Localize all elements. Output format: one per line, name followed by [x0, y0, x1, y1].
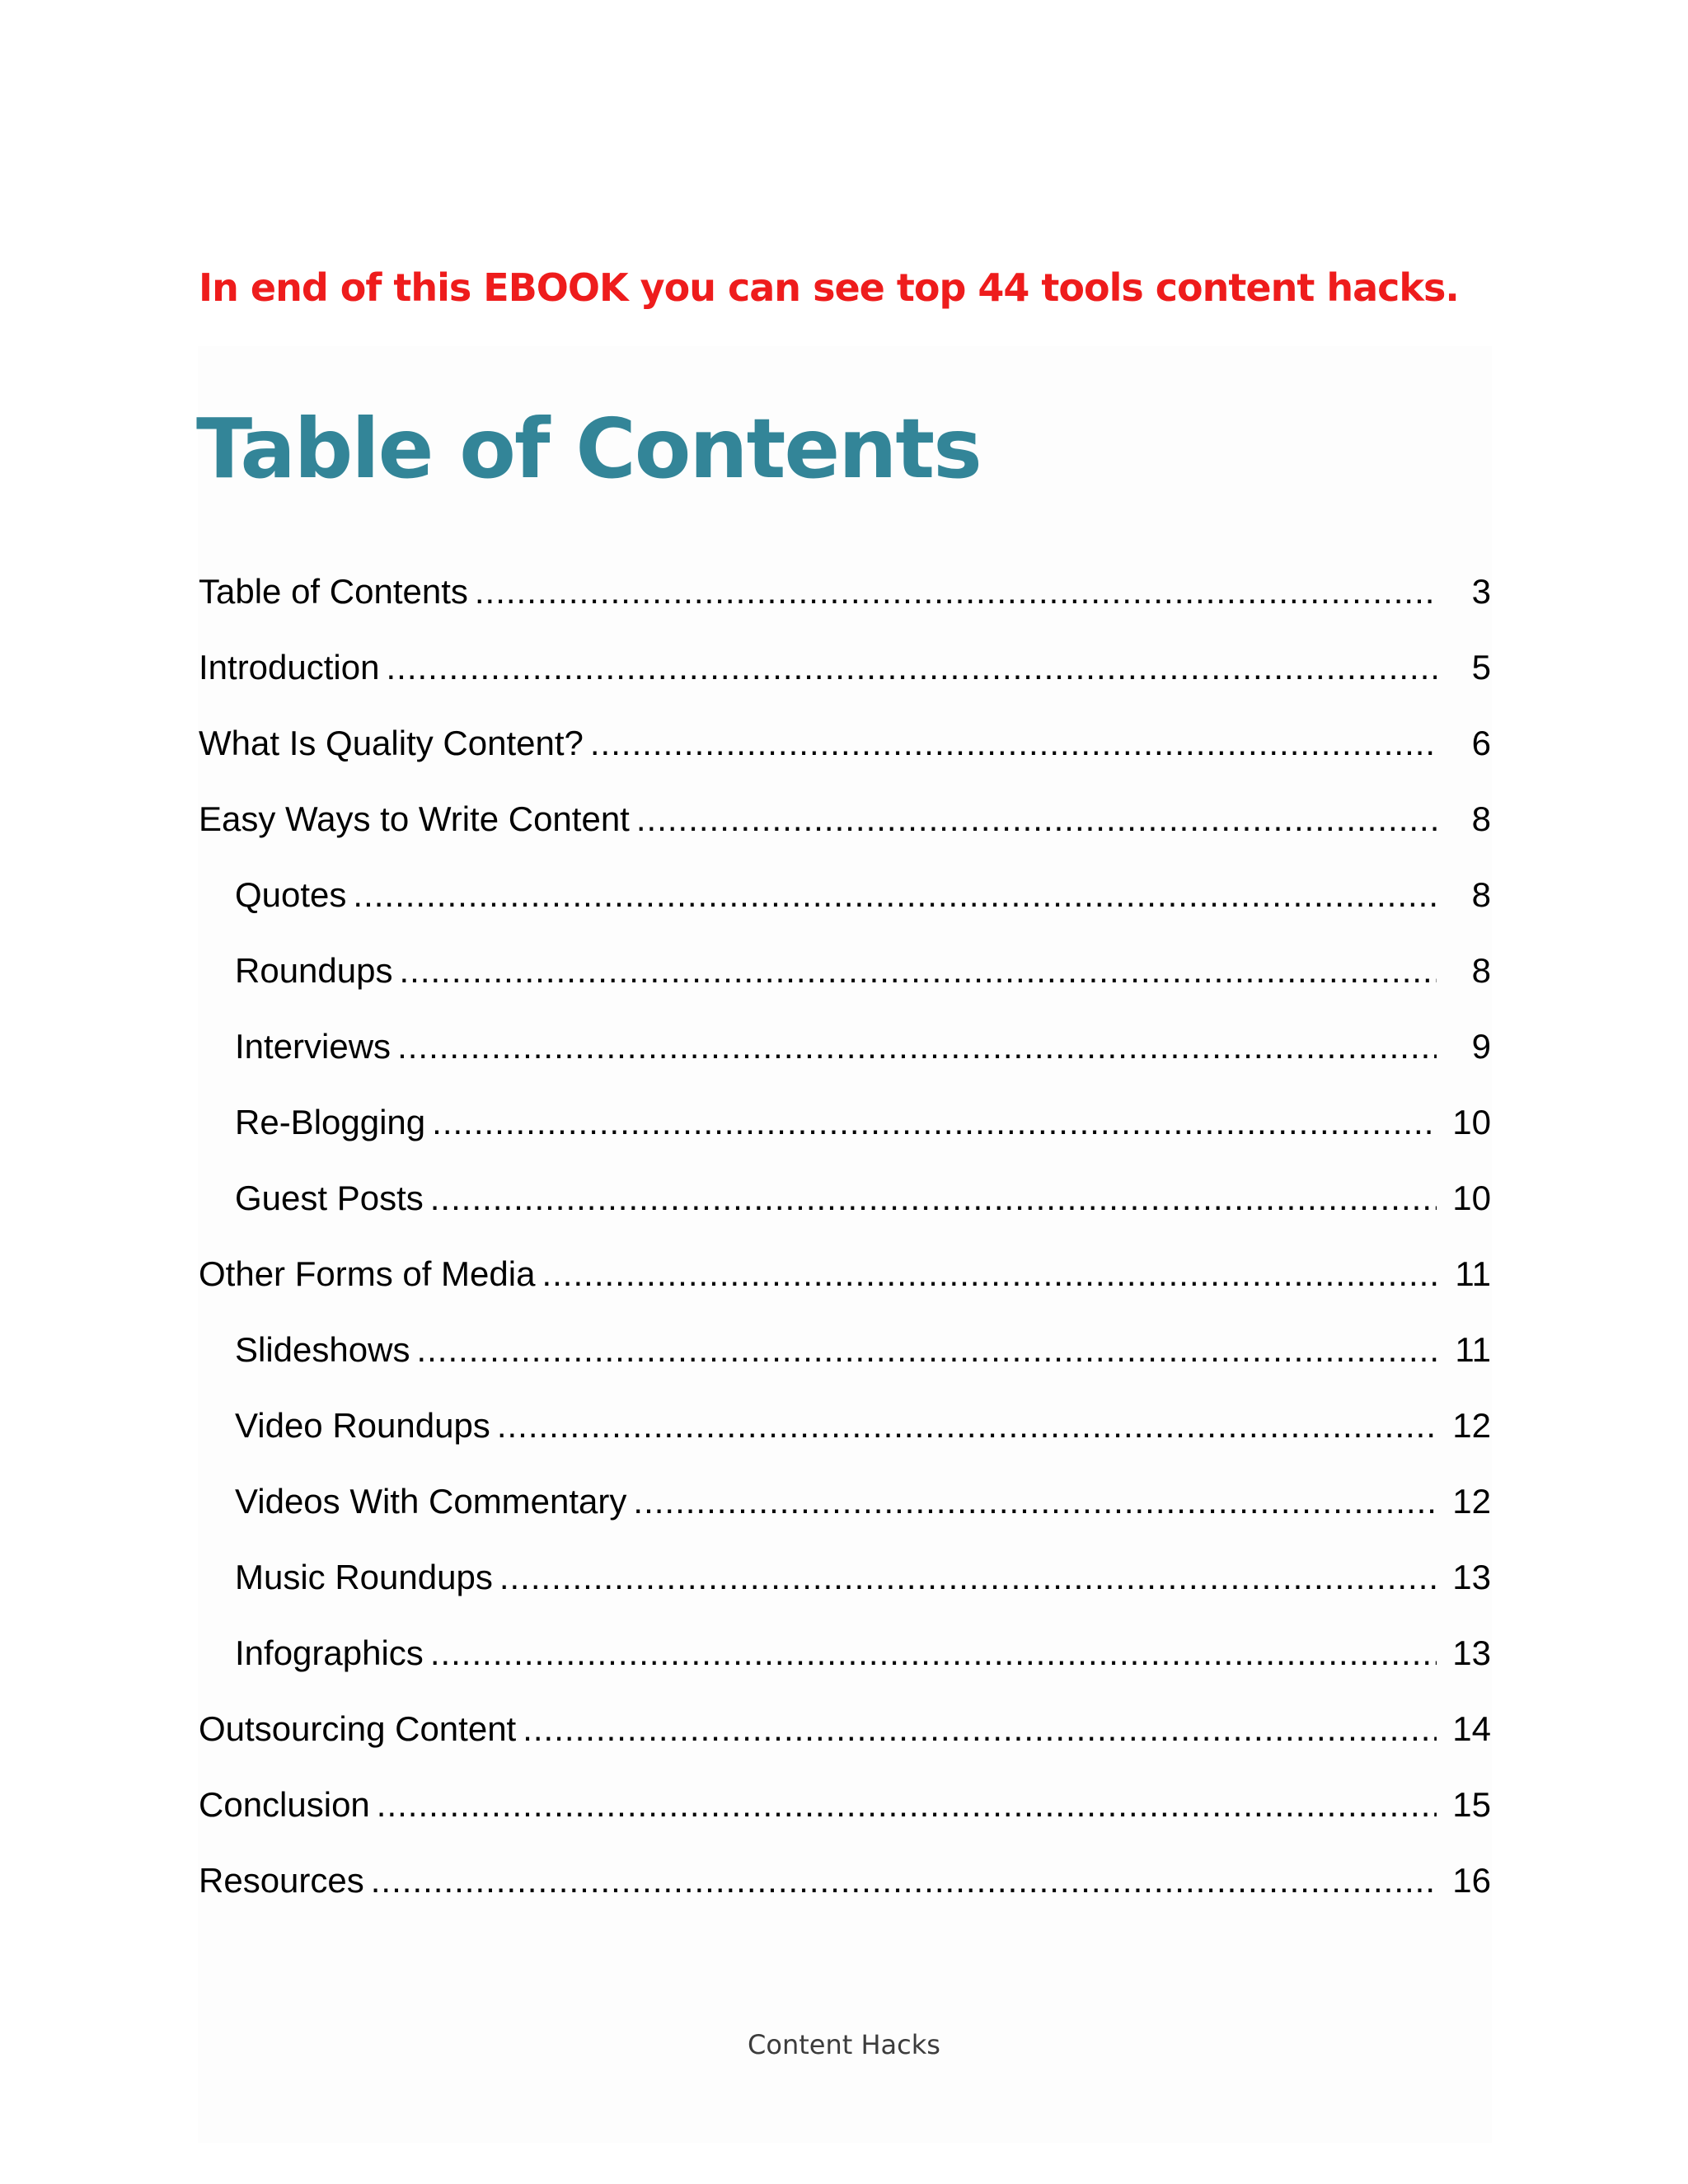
- toc-dot-leader: [636, 799, 1437, 839]
- toc-subentry[interactable]: [199, 1558, 1491, 1633]
- toc-dot-leader: [399, 951, 1437, 991]
- toc-entry-page: 9: [1471, 1027, 1491, 1066]
- toc-entry-page: 6: [1471, 724, 1491, 762]
- toc-entry-label: Resources: [199, 1861, 364, 1900]
- toc-subentry[interactable]: [199, 1633, 1491, 1709]
- toc-subentry[interactable]: [199, 875, 1491, 951]
- toc-dot-leader: [523, 1709, 1437, 1749]
- toc-dot-leader: [353, 875, 1437, 915]
- toc-entry-label: Conclusion: [199, 1785, 370, 1824]
- toc-dot-leader: [386, 648, 1437, 687]
- toc-dot-leader: [633, 1482, 1437, 1521]
- toc-entry[interactable]: [199, 799, 1491, 875]
- toc-entry-label: Slideshows: [235, 1330, 410, 1369]
- toc-entry-page: 5: [1471, 648, 1491, 687]
- toc-subentry[interactable]: [199, 1482, 1491, 1558]
- toc-entry-label: Table of Contents: [199, 572, 468, 611]
- toc-entry-page: 10: [1452, 1103, 1491, 1141]
- toc-entry-label: Easy Ways to Write Content: [199, 799, 630, 838]
- toc-entry-page: 8: [1471, 799, 1491, 838]
- toc-entry-label: Introduction: [199, 648, 380, 687]
- toc-entry-label: Re-Blogging: [235, 1103, 426, 1141]
- toc-entry-label: Roundups: [235, 951, 393, 990]
- toc-entry-page: 14: [1452, 1709, 1491, 1748]
- toc-list: [199, 572, 1491, 1937]
- toc-entry-label: Other Forms of Media: [199, 1254, 536, 1293]
- toc-subentry[interactable]: [199, 1406, 1491, 1482]
- toc-subentry[interactable]: [199, 1027, 1491, 1103]
- toc-dot-leader: [497, 1406, 1437, 1446]
- toc-dot-leader: [430, 1179, 1437, 1218]
- page-title: Table of Contents: [196, 401, 981, 497]
- toc-entry-page: 16: [1452, 1861, 1491, 1900]
- toc-entry-label: Video Roundups: [235, 1406, 490, 1445]
- toc-entry-label: What Is Quality Content?: [199, 724, 584, 762]
- toc-entry-page: 12: [1452, 1482, 1491, 1521]
- toc-entry[interactable]: [199, 1709, 1491, 1785]
- toc-dot-leader: [371, 1861, 1437, 1900]
- toc-dot-leader: [542, 1254, 1437, 1294]
- toc-subentry[interactable]: [199, 1330, 1491, 1406]
- toc-entry-page: 11: [1455, 1330, 1491, 1369]
- toc-dot-leader: [590, 724, 1437, 763]
- toc-entry-page: 13: [1452, 1633, 1491, 1672]
- toc-entry[interactable]: [199, 572, 1491, 648]
- toc-entry-page: 11: [1455, 1254, 1491, 1293]
- toc-entry-page: 13: [1452, 1558, 1491, 1596]
- page-footer: Content Hacks: [748, 2029, 940, 2060]
- toc-dot-leader: [499, 1558, 1437, 1597]
- toc-dot-leader: [377, 1785, 1437, 1825]
- toc-entry[interactable]: [199, 1785, 1491, 1861]
- toc-subentry[interactable]: [199, 1179, 1491, 1254]
- toc-entry-page: 12: [1452, 1406, 1491, 1445]
- toc-dot-leader: [416, 1330, 1437, 1370]
- toc-entry-page: 3: [1471, 572, 1491, 611]
- toc-entry-label: Music Roundups: [235, 1558, 493, 1596]
- toc-entry-page: 8: [1471, 951, 1491, 990]
- toc-subentry[interactable]: [199, 1103, 1491, 1179]
- toc-dot-leader: [432, 1103, 1437, 1142]
- toc-entry[interactable]: [199, 1254, 1491, 1330]
- toc-subentry[interactable]: [199, 951, 1491, 1027]
- toc-entry-label: Videos With Commentary: [235, 1482, 627, 1521]
- toc-entry[interactable]: [199, 724, 1491, 799]
- toc-entry-page: 8: [1471, 875, 1491, 914]
- toc-entry[interactable]: [199, 648, 1491, 724]
- toc-entry-label: Guest Posts: [235, 1179, 424, 1217]
- toc-entry-label: Interviews: [235, 1027, 392, 1066]
- toc-entry-page: 10: [1452, 1179, 1491, 1217]
- toc-dot-leader: [397, 1027, 1437, 1066]
- toc-entry-label: Outsourcing Content: [199, 1709, 517, 1748]
- toc-dot-leader: [430, 1633, 1437, 1673]
- ebook-notice: In end of this EBOOK you can see top 44 tools content hacks.: [199, 265, 1459, 310]
- toc-entry[interactable]: [199, 1861, 1491, 1937]
- toc-entry-label: Infographics: [235, 1633, 424, 1672]
- toc-entry-label: Quotes: [235, 875, 347, 914]
- toc-dot-leader: [475, 572, 1437, 612]
- toc-entry-page: 15: [1452, 1785, 1491, 1824]
